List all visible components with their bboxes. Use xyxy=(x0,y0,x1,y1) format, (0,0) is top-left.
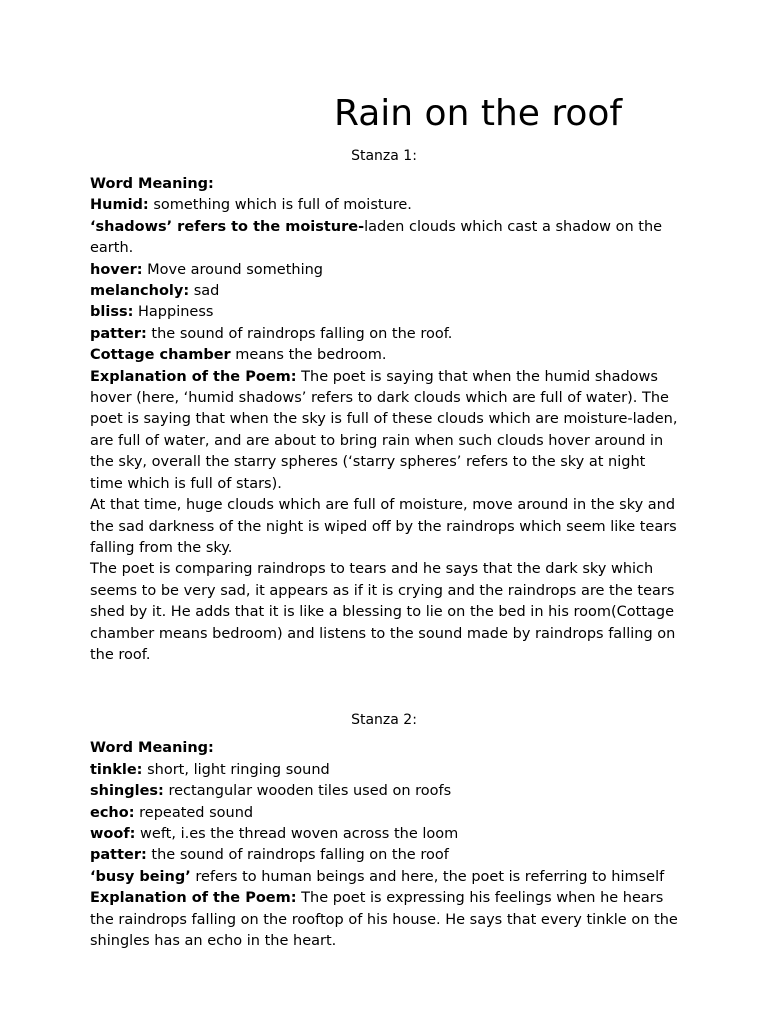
term: melancholy: xyxy=(90,283,190,300)
definition: short, light ringing sound xyxy=(142,761,330,778)
stanza-1-paragraph-2: At that time, huge clouds which are full of moisture, move around in the sky and the sad darkness of the night is wiped off by the raindrops which seem like tears falling from the sky. xyxy=(90,497,677,556)
stanza-1-entry-bliss xyxy=(90,302,678,323)
stanza-2-entry-echo xyxy=(90,803,678,824)
definition: Move around something xyxy=(142,261,323,278)
definition: sad xyxy=(189,283,220,300)
term: woof: xyxy=(90,825,136,842)
term: hover: xyxy=(90,261,143,278)
definition: Happiness xyxy=(133,304,214,321)
stanza-1-entry-patter xyxy=(90,324,678,345)
explanation-label: Explanation of the Poem: xyxy=(90,368,297,385)
stanza-2-entry-busy-being xyxy=(90,867,678,888)
explanation-label: Explanation of the Poem: xyxy=(90,890,297,907)
stanza-2-word-meaning-label: Word Meaning: xyxy=(90,740,214,757)
stanza-2-explanation xyxy=(90,888,678,952)
stanza-1-entry-hover xyxy=(90,260,678,281)
stanza-1-entry-cottage-chamber xyxy=(90,345,678,366)
term: bliss: xyxy=(90,304,134,321)
definition: laden clouds which cast a shadow on the earth. xyxy=(90,218,663,257)
term: echo: xyxy=(90,804,135,821)
explanation-text: The poet is expressing his feelings when he hears the raindrops falling on the rooftop of his house. He says that every tinkle on the shingles has an echo in the heart. xyxy=(90,890,678,949)
stanza-1-word-meaning-label: Word Meaning: xyxy=(90,176,214,192)
stanza-2-entry-patter xyxy=(90,845,678,866)
stanza-1-entry-shadows xyxy=(90,217,678,260)
stanza-1-entry-humid xyxy=(90,195,678,216)
definition: weft, i.es the thread woven across the loom xyxy=(135,825,459,842)
term: patter: xyxy=(90,325,147,342)
stanza-2-entry-tinkle xyxy=(90,760,678,781)
term: ‘busy being’ xyxy=(90,868,191,885)
explanation-text: The poet is saying that when the humid shadows hover (here, ‘humid shadows’ refers to dark clouds which are full of water). The poet is saying that when the sky is full of these clouds which are moisture-laden, are full of water, and are about to bring rain when such clouds hover around in the sky, overall the starry spheres (‘starry spheres’ refers to the sky at night time which is full of stars). xyxy=(90,368,678,492)
term: ‘shadows’ refers to the moisture- xyxy=(90,218,365,235)
term: Cottage chamber xyxy=(90,347,231,364)
definition: rectangular wooden tiles used on roofs xyxy=(163,783,452,800)
term: tinkle: xyxy=(90,761,143,778)
stanza-1-paragraph-3: The poet is comparing raindrops to tears and he says that the dark sky which seems to be very sad, it appears as if it is crying and the raindrops are the tears shed by it. He adds that it is like a blessing to lie on the bed in his room(Cottage chamber means bedroom) and listens to the sound made by raindrops falling on the roof. xyxy=(90,561,676,663)
page-title: Rain on the roof xyxy=(334,93,623,134)
definition: means the bedroom. xyxy=(230,347,387,364)
stanza-1-heading: Stanza 1: xyxy=(351,148,417,164)
stanza-1-entry-melancholy xyxy=(90,281,678,302)
definition: something which is full of moisture. xyxy=(148,197,412,214)
stanza-2-entry-shingles xyxy=(90,781,678,802)
term: shingles: xyxy=(90,783,164,800)
section-spacer xyxy=(90,666,678,700)
term: patter: xyxy=(90,847,147,864)
stanza-1-explanation xyxy=(90,367,678,495)
stanza-2-entry-woof xyxy=(90,824,678,845)
definition: the sound of raindrops falling on the roof. xyxy=(146,325,453,342)
definition: repeated sound xyxy=(134,804,254,821)
stanza-2-heading: Stanza 2: xyxy=(351,712,417,729)
definition: refers to human beings and here, the poet is referring to himself xyxy=(190,868,665,885)
definition: the sound of raindrops falling on the roof xyxy=(146,847,449,864)
term: Humid: xyxy=(90,197,149,214)
